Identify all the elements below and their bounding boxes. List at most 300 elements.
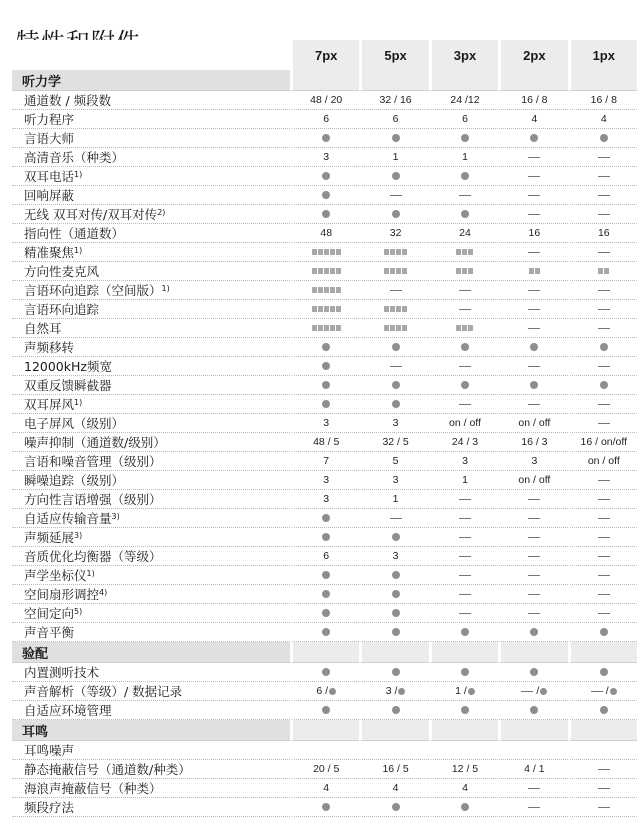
value-cell	[359, 300, 428, 319]
filled-dot-icon	[540, 688, 547, 695]
feature-label-text: 听力程序	[24, 112, 75, 127]
table-row	[12, 452, 637, 471]
dash-icon	[528, 157, 540, 158]
filled-dot-icon	[329, 688, 336, 695]
value-cell: 32 / 16	[359, 91, 428, 110]
level-bars-icon	[529, 268, 540, 274]
filled-dot-icon	[610, 688, 617, 695]
dash-icon	[521, 691, 533, 692]
dash-icon	[459, 195, 471, 196]
table-row	[12, 91, 637, 110]
value-cell: 16 / 5	[359, 760, 428, 779]
dash-icon	[459, 290, 471, 291]
value-cell	[498, 547, 567, 566]
value-cell	[498, 319, 567, 338]
value-cell: 32	[359, 224, 428, 243]
dash-icon	[459, 613, 471, 614]
section-cell	[498, 70, 567, 91]
level-bars-icon	[384, 306, 407, 312]
feature-label-text: 方向性言语增强（级别）	[24, 492, 162, 507]
dash-icon	[598, 594, 610, 595]
value-cell	[290, 741, 359, 760]
value-cell: 16 / 8	[498, 91, 567, 110]
value-cell: 1	[359, 490, 428, 509]
dash-icon	[598, 769, 610, 770]
level-bar	[456, 325, 461, 331]
value-cell: 6	[290, 547, 359, 566]
filled-dot-icon	[600, 668, 608, 676]
filled-dot-icon	[530, 668, 538, 676]
value-cell: 4	[290, 779, 359, 798]
section-cell	[568, 70, 637, 91]
filled-dot-icon	[461, 134, 469, 142]
value-cell	[359, 167, 428, 186]
value-cell	[568, 760, 637, 779]
dash-icon	[598, 480, 610, 481]
filled-dot-icon	[392, 590, 400, 598]
dash-icon	[598, 499, 610, 500]
value-cell	[359, 623, 428, 642]
level-bar	[312, 249, 317, 255]
level-bar	[324, 306, 329, 312]
value-cell: on / off	[498, 471, 567, 490]
filled-dot-icon	[600, 134, 608, 142]
value-cell	[429, 300, 498, 319]
level-bar	[384, 249, 389, 255]
value-cell	[290, 528, 359, 547]
filled-dot-icon	[600, 343, 608, 351]
value-cell: 3	[359, 547, 428, 566]
value-cell: 1	[429, 148, 498, 167]
column-header-1px: 1px	[568, 40, 637, 70]
table-row	[12, 623, 637, 642]
filled-dot-icon	[322, 191, 330, 199]
value-cell: 48 / 5	[290, 433, 359, 452]
level-bars-icon	[312, 325, 341, 331]
value-cell: 3	[290, 471, 359, 490]
value-cell	[568, 357, 637, 376]
dash-icon	[598, 575, 610, 576]
level-bars-icon	[598, 268, 609, 274]
value-cell	[568, 186, 637, 205]
table-row	[12, 509, 637, 528]
filled-dot-icon	[530, 134, 538, 142]
section-title: 耳鸣	[12, 720, 290, 741]
value-cell	[568, 376, 637, 395]
table-row	[12, 186, 637, 205]
feature-label-text: 空间定向	[24, 606, 75, 621]
level-bar	[336, 306, 341, 312]
value-cell	[359, 338, 428, 357]
dash-icon	[598, 556, 610, 557]
value-cell	[498, 509, 567, 528]
value-cell: 7	[290, 452, 359, 471]
value-cell	[429, 528, 498, 547]
value-cell: 1	[359, 148, 428, 167]
filled-dot-icon	[322, 381, 330, 389]
dash-icon	[528, 788, 540, 789]
table-row	[12, 205, 637, 224]
value-cell	[290, 338, 359, 357]
level-bar	[468, 268, 473, 274]
dash-icon	[528, 309, 540, 310]
value-cell	[498, 528, 567, 547]
section-title: 验配	[12, 642, 290, 663]
filled-dot-icon	[322, 400, 330, 408]
feature-label	[12, 262, 290, 281]
filled-dot-icon	[461, 381, 469, 389]
footnote-marker: 5)	[74, 607, 83, 616]
value-cell	[290, 281, 359, 300]
value-cell: 4 / 1	[498, 760, 567, 779]
value-cell	[498, 623, 567, 642]
feature-label-text: 言语和噪音管理（级别）	[24, 454, 162, 469]
dash-icon	[528, 499, 540, 500]
dash-icon	[459, 404, 471, 405]
level-bar	[468, 325, 473, 331]
table-row	[12, 741, 637, 760]
column-header-2px: 2px	[498, 40, 567, 70]
value-cell	[498, 798, 567, 817]
feature-label-text: 空间扇形调控	[24, 587, 100, 602]
section-cell	[498, 720, 567, 741]
dash-icon	[528, 252, 540, 253]
value-cell	[568, 528, 637, 547]
value-cell: 3	[429, 452, 498, 471]
value-cell: 32 / 5	[359, 433, 428, 452]
dash-icon	[528, 404, 540, 405]
table-row	[12, 148, 637, 167]
level-bar	[456, 268, 461, 274]
table-header-row	[12, 40, 637, 70]
feature-label-text: 瞬噪追踪（级别）	[24, 473, 125, 488]
value-cell: 24	[429, 224, 498, 243]
value-cell: 16 / 8	[568, 91, 637, 110]
value-cell	[359, 509, 428, 528]
value-cell	[429, 186, 498, 205]
value-cell	[429, 741, 498, 760]
level-bar	[336, 268, 341, 274]
section-cell	[359, 70, 428, 91]
level-bar	[396, 268, 401, 274]
filled-dot-icon	[322, 803, 330, 811]
feature-label	[12, 357, 290, 376]
value-cell	[290, 585, 359, 604]
table-row	[12, 357, 637, 376]
level-bar	[402, 268, 407, 274]
feature-label-text: 声学坐标仪	[24, 568, 87, 583]
footnote-marker: 1)	[74, 246, 83, 255]
dash-icon	[459, 556, 471, 557]
feature-label	[12, 205, 290, 224]
filled-dot-icon	[322, 628, 330, 636]
feature-label-text: 音质优化均衡器（等级）	[24, 549, 162, 564]
feature-label	[12, 547, 290, 566]
footnote-marker: 4)	[99, 588, 108, 597]
value-cell	[429, 798, 498, 817]
value-cell	[568, 566, 637, 585]
level-bar	[324, 287, 329, 293]
feature-label	[12, 585, 290, 604]
value-cell	[290, 167, 359, 186]
feature-label	[12, 281, 290, 300]
dash-icon	[598, 252, 610, 253]
value-cell	[568, 585, 637, 604]
value-cell: 4	[498, 110, 567, 129]
filled-dot-icon	[530, 628, 538, 636]
table-row	[12, 243, 637, 262]
filled-dot-icon	[392, 628, 400, 636]
level-bars-icon	[384, 325, 407, 331]
value-cell	[498, 701, 567, 720]
filled-dot-icon	[392, 803, 400, 811]
value-cell: 3	[290, 414, 359, 433]
value-cell	[568, 129, 637, 148]
filled-dot-icon	[392, 706, 400, 714]
level-bar	[318, 287, 323, 293]
value-cell	[429, 262, 498, 281]
filled-dot-icon	[600, 628, 608, 636]
footnote-marker: 2)	[157, 208, 166, 217]
table-row	[12, 300, 637, 319]
dash-icon	[598, 328, 610, 329]
value-cell	[359, 585, 428, 604]
dash-icon	[528, 807, 540, 808]
dash-icon	[528, 366, 540, 367]
value-cell	[568, 779, 637, 798]
feature-label-text: 言语环向追踪	[24, 302, 100, 317]
feature-label-text: 声频移转	[24, 340, 75, 355]
table-row	[12, 433, 637, 452]
value-cell	[290, 623, 359, 642]
dash-icon	[459, 518, 471, 519]
value-cell	[498, 566, 567, 585]
table-row	[12, 779, 637, 798]
table-row	[12, 338, 637, 357]
value-cell: 24 / 3	[429, 433, 498, 452]
table-row	[12, 682, 637, 701]
value-cell	[568, 300, 637, 319]
section-cell	[290, 642, 359, 663]
footnote-marker: 1)	[161, 284, 170, 293]
value-cell	[498, 585, 567, 604]
value-cell	[290, 186, 359, 205]
feature-label	[12, 452, 290, 471]
value-cell	[359, 281, 428, 300]
feature-label-text: 静态掩蔽信号（通道数/种类）	[24, 762, 191, 777]
filled-dot-icon	[322, 668, 330, 676]
value-cell: 16 / on/off	[568, 433, 637, 452]
level-bar	[324, 268, 329, 274]
value-cell: 4	[568, 110, 637, 129]
section-cell	[359, 720, 428, 741]
filled-dot-icon	[461, 172, 469, 180]
feature-label	[12, 433, 290, 452]
dash-icon	[528, 613, 540, 614]
value-cell	[568, 148, 637, 167]
filled-dot-icon	[398, 688, 405, 695]
value-cell	[498, 243, 567, 262]
filled-dot-icon	[600, 706, 608, 714]
value-cell	[568, 663, 637, 682]
value-cell: 16	[498, 224, 567, 243]
value-cell: 3	[359, 471, 428, 490]
value-text: 1 /	[455, 685, 467, 697]
level-bar	[402, 306, 407, 312]
value-cell	[429, 604, 498, 623]
value-cell: 48 / 20	[290, 91, 359, 110]
value-cell: 4	[359, 779, 428, 798]
value-cell	[359, 663, 428, 682]
value-cell	[290, 509, 359, 528]
filled-dot-icon	[530, 381, 538, 389]
value-cell	[568, 281, 637, 300]
value-cell: 12 / 5	[429, 760, 498, 779]
level-bar	[312, 306, 317, 312]
value-cell: 5	[359, 452, 428, 471]
feature-label-text: 内置测听技术	[24, 665, 100, 680]
value-cell	[568, 338, 637, 357]
filled-dot-icon	[322, 590, 330, 598]
table-row	[12, 585, 637, 604]
level-bar	[312, 268, 317, 274]
feature-label	[12, 110, 290, 129]
dash-icon	[459, 594, 471, 595]
value-cell	[429, 585, 498, 604]
value-cell	[429, 490, 498, 509]
feature-label-text: 耳鸣噪声	[24, 743, 75, 758]
level-bars-icon	[384, 249, 407, 255]
value-cell	[568, 547, 637, 566]
feature-label	[12, 509, 290, 528]
level-bar	[330, 325, 335, 331]
feature-label	[12, 91, 290, 110]
feature-label-text: 声音解析（等级）/ 数据记录	[24, 684, 183, 699]
value-text: /	[591, 685, 609, 697]
value-cell: 24 /12	[429, 91, 498, 110]
value-cell	[290, 129, 359, 148]
value-cell	[290, 205, 359, 224]
value-cell	[429, 623, 498, 642]
table-row	[12, 376, 637, 395]
feature-label	[12, 623, 290, 642]
section-cell	[429, 642, 498, 663]
dash-icon	[598, 518, 610, 519]
section-cell	[568, 720, 637, 741]
filled-dot-icon	[461, 343, 469, 351]
value-cell	[498, 604, 567, 623]
filled-dot-icon	[461, 210, 469, 218]
dash-icon	[591, 691, 603, 692]
footnote-marker: 3)	[111, 512, 120, 521]
value-cell: 16 / 3	[498, 433, 567, 452]
dash-icon	[528, 518, 540, 519]
value-cell	[429, 129, 498, 148]
filled-dot-icon	[530, 343, 538, 351]
value-cell	[359, 262, 428, 281]
dash-icon	[459, 309, 471, 310]
features-table	[12, 40, 637, 817]
feature-label-text: 噪声抑制（通道数/级别）	[24, 435, 166, 450]
value-cell	[568, 319, 637, 338]
feature-label	[12, 243, 290, 262]
table-row	[12, 471, 637, 490]
value-cell	[568, 741, 637, 760]
feature-label	[12, 528, 290, 547]
table-row	[12, 224, 637, 243]
value-cell	[359, 205, 428, 224]
level-bar	[384, 306, 389, 312]
filled-dot-icon	[322, 706, 330, 714]
dash-icon	[598, 195, 610, 196]
value-cell	[359, 604, 428, 623]
footnote-marker: 1)	[74, 398, 83, 407]
value-cell	[429, 319, 498, 338]
value-cell	[498, 186, 567, 205]
table-row	[12, 414, 637, 433]
feature-label-text: 言语大师	[24, 131, 75, 146]
value-cell	[498, 262, 567, 281]
dash-icon	[598, 176, 610, 177]
filled-dot-icon	[392, 172, 400, 180]
feature-label	[12, 148, 290, 167]
level-bar	[468, 249, 473, 255]
feature-label-text: 方向性麦克风	[24, 264, 100, 279]
table-row	[12, 760, 637, 779]
value-cell	[429, 395, 498, 414]
level-bar	[402, 325, 407, 331]
value-cell	[359, 566, 428, 585]
filled-dot-icon	[322, 210, 330, 218]
section-header	[12, 720, 637, 741]
feature-label	[12, 338, 290, 357]
level-bar	[535, 268, 540, 274]
filled-dot-icon	[392, 400, 400, 408]
dash-icon	[598, 537, 610, 538]
value-cell	[498, 300, 567, 319]
value-cell: 3	[290, 490, 359, 509]
level-bar	[312, 287, 317, 293]
value-cell	[568, 167, 637, 186]
table-row	[12, 110, 637, 129]
value-cell	[568, 414, 637, 433]
filled-dot-icon	[392, 210, 400, 218]
level-bars-icon	[312, 268, 341, 274]
feature-label	[12, 701, 290, 720]
section-title: 听力学	[12, 70, 290, 91]
feature-label	[12, 224, 290, 243]
feature-label-text: 指向性（通道数）	[24, 226, 125, 241]
feature-label	[12, 663, 290, 682]
table-row	[12, 281, 637, 300]
value-cell	[290, 604, 359, 623]
dash-icon	[598, 423, 610, 424]
value-cell	[568, 509, 637, 528]
level-bar	[318, 306, 323, 312]
value-cell	[498, 167, 567, 186]
value-cell	[359, 129, 428, 148]
feature-label-text: 频段疗法	[24, 800, 75, 815]
dash-icon	[598, 613, 610, 614]
level-bar	[390, 325, 395, 331]
value-cell	[290, 663, 359, 682]
value-cell: on / off	[429, 414, 498, 433]
section-header	[12, 642, 637, 663]
footnote-marker: 1)	[86, 569, 95, 578]
dash-icon	[598, 807, 610, 808]
level-bar	[330, 268, 335, 274]
value-cell	[568, 262, 637, 281]
